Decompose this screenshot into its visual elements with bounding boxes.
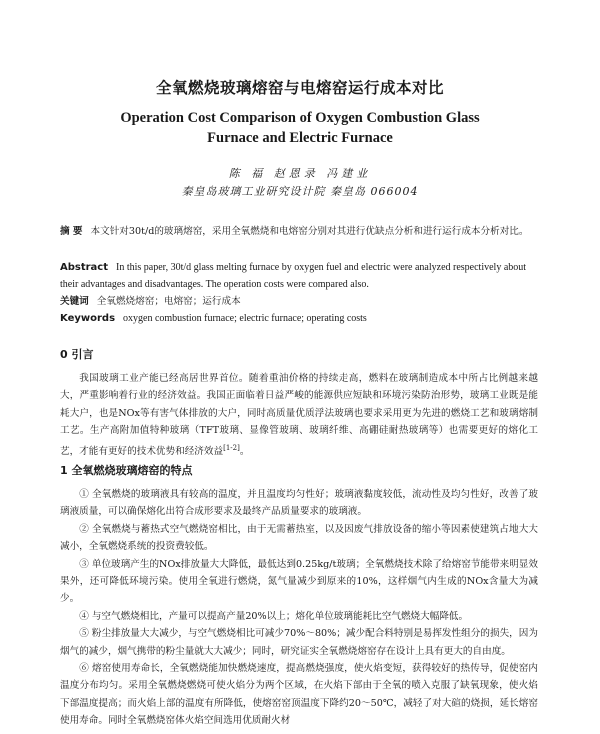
abstract-cn-text: 本文针对30t/d的玻璃熔窑，采用全氧燃烧和电熔窑分别对其进行优缺点分析和进行运行成本分析对比。 [90, 226, 529, 237]
keywords-cn-text: 全氧燃烧熔窑；电熔窑；运行成本 [96, 296, 241, 307]
section-1-heading: 1 全氧燃烧玻璃熔窑的特点 [60, 464, 193, 477]
abstract-en-label: Abstract [60, 262, 109, 273]
keywords-en-label: Keywords [60, 313, 116, 324]
affiliation: 秦皇岛玻璃工业研究设计院 秦皇岛 066004 [181, 185, 419, 198]
title-english-line-1: Operation Cost Comparison of Oxygen Combustion Glass [120, 110, 480, 126]
point-6: ⑥ 熔窑使用寿命长，全氧燃烧能加快燃烧速度，提高燃烧强度，使火焰变短，获得较好的热传导，促使窑内温度分布均匀。采用全氧燃烧燃烧可使火焰分为两个区域，在火焰下部由于全氧的喷入克服了缺氧现象，使火焰下部温度提高；而火焰上部的温度有所降低，使熔窑窑顶温度下降约20～50℃，减轻了对大碹的烧损，延长熔窑使用寿命。同时全氧燃烧窑体火焰空间选用优质耐火材 [60, 663, 538, 727]
abstract-en [60, 259, 538, 294]
section-0-body [60, 370, 538, 460]
authors: 陈 福 赵恩录 冯建业 [228, 167, 372, 180]
section-0-citation: [1-2] [223, 443, 240, 452]
point-5: ⑤ 粉尘排放量大大减少，与空气燃烧相比可减少70%～80%；减少配合料特别是易挥发性组分的损失，因为烟气的减少，烟气携带的粉尘量就大大减少；同时，研究证实全氧燃烧熔窑存在设计上具有更大的自由度。 [60, 628, 538, 657]
section-0-end: 。 [239, 445, 250, 457]
keywords-en-text: oxygen combustion furnace; electric furnace; operating costs [123, 313, 367, 324]
abstract-en-text: In this paper, 30t/d glass melting furnace by oxygen fuel and electric were analyzed respectively about their advantages and disadvantages. The operation costs were compared also. [60, 262, 527, 291]
keywords-cn-label: 关键词 [60, 296, 89, 307]
point-3: ③ 单位玻璃产生的NOx排放量大大降低，最低达到0.25kg/t玻璃；全氧燃烧技术除了给熔窑节能带来明显效果外，还可降低环境污染。使用全氧进行燃烧，氮气量减少到原来的10%，这样烟气内生成的NOx含量大为减少。 [60, 558, 538, 605]
title-english-line-2: Furnace and Electric Furnace [207, 130, 393, 146]
section-1-body [60, 486, 538, 730]
abstract-cn [60, 223, 538, 240]
keywords-en [60, 310, 538, 327]
point-4: ④ 与空气燃烧相比，产量可以提高产量20%以上；熔化单位玻璃能耗比空气燃烧大幅降低。 [79, 610, 469, 622]
point-2: ② 全氧燃烧与蓄热式空气燃烧窑相比，由于无需蓄热室，以及因废气排放设备的缩小等因素使建筑占地大大减小，全氧燃烧系统的投资费较低。 [60, 523, 538, 553]
section-0-text: 我国玻璃工业产能已经高居世界首位。随着重油价格的持续走高，燃料在玻璃制造成本中所占比例越来越大，严重影响着行业的经济效益。我国正面临着日益严峻的能源供应短缺和环境污染防治形势，玻璃工业既是能耗大户，也是NOx等有害气体排放的大户，同时高质量优质浮法玻璃也要求采用更为先进的燃烧工艺和玻璃熔制工艺。生产高附加值特种玻璃（TFT玻璃、显像管玻璃、玻璃纤维、高硼硅耐热玻璃等）也需要更好的熔化工艺，才能有更好的技术优势和经济效益 [60, 373, 538, 457]
section-0-heading: 0 引言 [60, 348, 94, 361]
keywords-cn [60, 293, 538, 310]
title-chinese: 全氧燃烧玻璃熔窑与电熔窑运行成本对比 [155, 79, 444, 97]
abstract-cn-label: 摘 要 [60, 226, 83, 237]
point-1: ① 全氧燃烧的玻璃液具有较高的温度，并且温度均匀性好；玻璃液黏度较低，流动性及均匀性好，改善了玻璃液质量，可以确保熔化出符合成形要求及最终产品质量要求的玻璃液。 [60, 489, 538, 518]
